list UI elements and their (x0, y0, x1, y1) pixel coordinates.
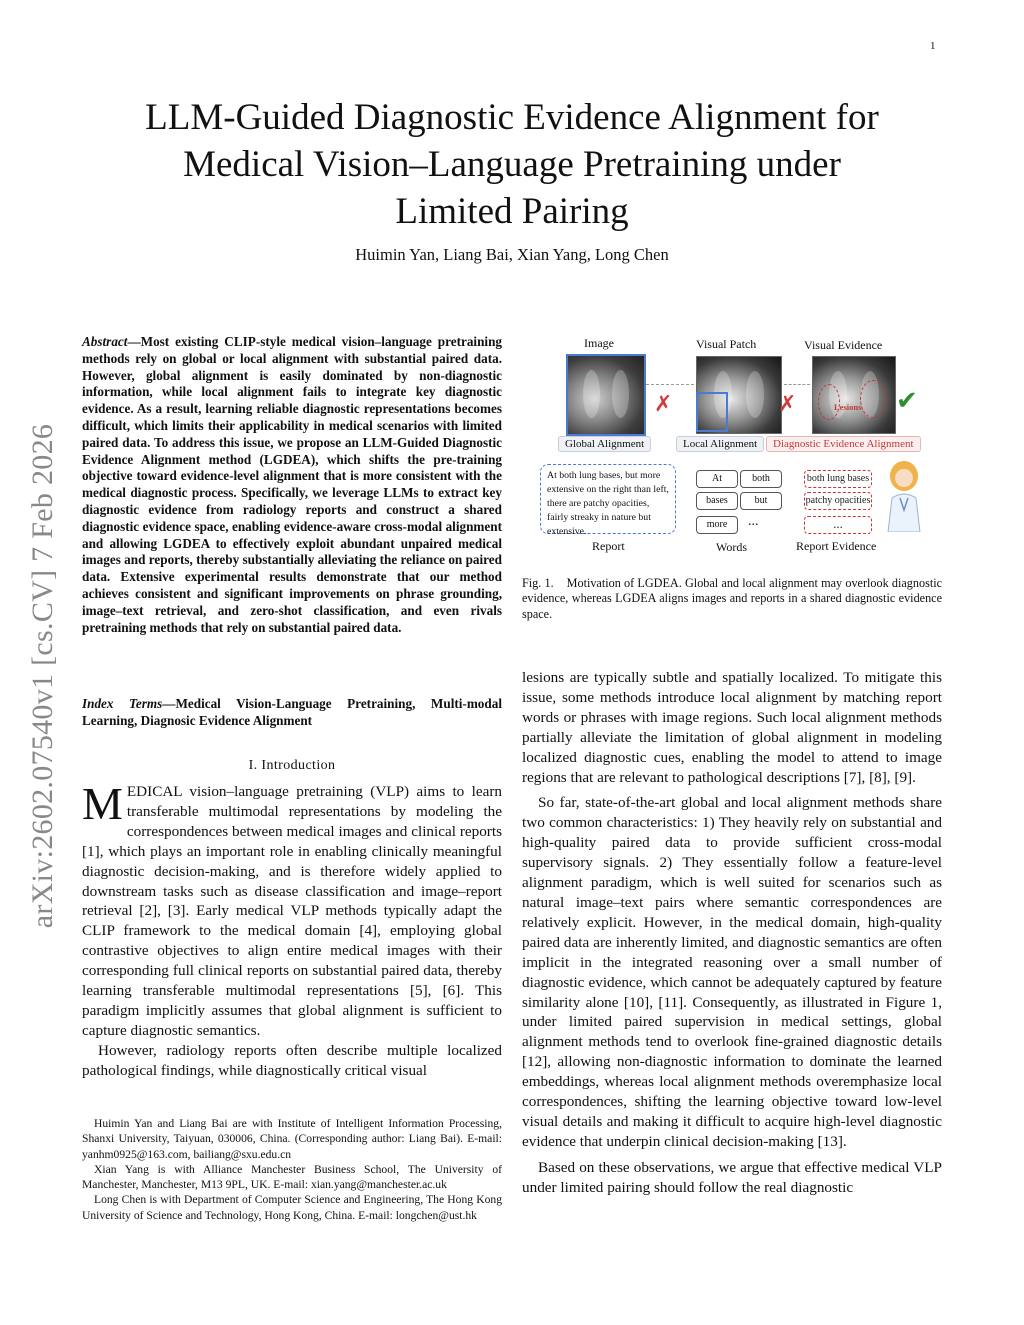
paper-title (60, 94, 964, 235)
arxiv-id: arXiv:2602.07540v1 [cs.CV] 7 Feb 2026 (26, 423, 59, 929)
evidence-phrase: patchy opacities (804, 492, 872, 510)
title-line: Limited Pairing (395, 191, 629, 232)
caption-label: Fig. 1. (522, 576, 554, 590)
word-token: bases (696, 492, 738, 510)
lesions-label: Lesions (834, 402, 862, 412)
word-token: more (696, 516, 738, 534)
index-terms (82, 696, 502, 730)
cross-icon: ✗ (778, 392, 797, 417)
index-terms-text: —Medical Vision-Language Pretraining, Multi-modal Learning, Diagnosic Evidence Alignment (82, 696, 502, 728)
intro-right-column (522, 668, 942, 1198)
title-line: Medical Vision–Language Pretraining under (183, 144, 841, 185)
evidence-alignment-label: Diagnostic Evidence Alignment (766, 436, 921, 452)
fig-label-image: Image (584, 336, 614, 350)
doctor-illustration (882, 458, 926, 532)
fig-label-report-evidence: Report Evidence (796, 539, 877, 553)
words-ellipsis: ... (748, 514, 759, 529)
xray-image (566, 354, 646, 436)
title-line: LLM-Guided Diagnostic Evidence Alignment for (145, 97, 879, 138)
authors: Huimin Yan, Liang Bai, Xian Yang, Long Chen (355, 245, 669, 264)
patch-highlight (696, 392, 728, 432)
figure-1 (522, 334, 942, 556)
check-icon: ✔ (896, 386, 918, 416)
local-alignment-label: Local Alignment (676, 436, 764, 452)
fig-label-words: Words (716, 540, 748, 554)
fig-label-report: Report (592, 539, 625, 553)
word-token: At (696, 470, 738, 488)
caption-text: Motivation of LGDEA. Global and local alignment may overlook diagnostic evidence, whereas LGDEA aligns images and reports in a shared diagnostic evidence space. (522, 576, 943, 621)
abstract-text: —Most existing CLIP-style medical vision–language pretraining methods rely on global or local alignment with substantial paired data. However, global alignment is easily dominated by non-diagnostic information, while local alignment fails to integrate key diagnostic evidence. As a result, learning reliable diagnostic representations becomes difficult, which limits their applicability in medical scenarios with limited paired data. To address this issue, we propose an LLM-Guided Diagnostic Evidence Alignment method (LGDEA), which shifts the pre-training objective toward evidence-level alignment that is more consistent with the medical diagnostic process. Specifically, we leverage LLMs to extract key diagnostic evidence from radiology reports and construct a shared diagnostic evidence space, enabling evidence-aware cross-modal alignment and allowing LGDEA to effectively exploit abundant unpaired medical images and reports, thereby substantially alleviating the reliance on paired data. Extensive experimental results demonstrate that our method achieves consistent and significant improvements on phrase grounding, image–text retrieval, and zero-shot classification, and even rivals pretraining methods that rely on substantial paired data. (82, 334, 502, 635)
intro-paragraph-2: However, radiology reports often describe multiple localized pathological findings, while diagnostically critical visual (82, 1041, 502, 1079)
drop-cap: M (82, 778, 123, 829)
intro-paragraph-4: Based on these observations, we argue that effective medical VLP under limited pairing should follow the real diagnostic (522, 1158, 942, 1196)
footnote: Long Chen is with Department of Computer Science and Engineering, The Hong Kong University of Science and Technology, Hong Kong, China. E-mail: longchen@ust.hk (82, 1193, 502, 1222)
arxiv-stamp (18, 376, 68, 976)
intro-paragraph-1 (82, 778, 502, 1041)
intro-paragraph-3: So far, state-of-the-art global and local alignment methods share two common characteristics: 1) They heavily rely on substantial and high-quality paired data to provide sufficient cross-modal supervisory signals. 2) They essentially follow a feature-level alignment paradigm, which is well suited for scenarios such as natural image–text pairs where semantic correspondences are relatively explicit. However, in the medical domain, high-quality paired data are inherently limited, and diagnostic semantics are often implicit in the integrated reasoning over a small number of diagnostic evidence, which cannot be adequately captured by feature similarity alone [10], [11]. Consequently, as illustrated in Figure 1, under limited paired supervision in medical settings, global alignment methods tend to overlook fine-grained diagnostic details [12], allowing non-diagnostic information to dominate the learned embeddings, whereas local alignment methods overemphasize local correspondences, shifting the learning objective toward low-level visual details and making it difficult to acquire high-level diagnostic evidence that underpin clinical decision-making [13]. (522, 794, 942, 1150)
footnotes (82, 1116, 502, 1223)
intro-p1-text: EDICAL vision–language pretraining (VLP) aims to learn transferable multimodal representations by modeling the correspondences between medical images and clinical reports [1], which plays an important role in enabling clinically meaningful diagnostic decision-making, and is therefore widely applied to downstream tasks such as disease classification and image–report retrieval [2], [3]. Early medical VLP methods typically adapt the CLIP framework to the medical domain [4], employing global contrastive objectives to align entire medical images with their corresponding full clinical reports on substantial paired data, thereby learning transferable multimodal representations [5], [6]. This paradigm implicitly assumes that global alignment is sufficient to capture diagnostic semantics. (82, 783, 502, 1039)
lesion-outline-right (860, 380, 886, 418)
fig-label-visual-evidence: Visual Evidence (804, 338, 883, 352)
intro-left-column (82, 778, 502, 1081)
arrow-image-to-patch (646, 384, 694, 385)
word-token: both (740, 470, 782, 488)
report-box: At both lung bases, but more extensive on the right than left, there are patchy opacities, fairly streaky in nature but extensive. (540, 464, 676, 534)
page-number: 1 (930, 40, 936, 52)
section-heading: I. Introduction (248, 758, 336, 773)
footnote: Xian Yang is with Alliance Manchester Business School, The University of Manchester, Manchester, M13 9PL, UK. E-mail: xian.yang@manchester.ac.uk (82, 1162, 502, 1192)
fig-label-visual-patch: Visual Patch (696, 337, 757, 351)
abstract (82, 334, 502, 636)
global-alignment-label: Global Alignment (558, 436, 651, 452)
cross-icon: ✗ (654, 392, 673, 417)
figure-caption (522, 576, 942, 622)
evidence-phrase: both lung bases (804, 470, 872, 488)
word-token: but (740, 492, 782, 510)
index-terms-label: Index Terms (82, 696, 163, 711)
arrow-patch-to-evidence (784, 384, 810, 385)
footnote: Huimin Yan and Liang Bai are with Institute of Intelligent Information Processing, Shanxi University, Taiyuan, 030006, China. (Corresponding author: Liang Bai). E-mail: yanhm0925@163.com, bailiang@sxu.edu.cn (82, 1117, 502, 1161)
evidence-ellipsis: ... (804, 516, 872, 534)
intro-paragraph-2-cont: lesions are typically subtle and spatially localized. To mitigate this issue, some methods introduce local alignment by matching report words or phrases with image regions. Such local alignment methods partially alleviate the limitation of global alignment in modeling localized diagnostic cues, enabling the model to attend to image regions that are relevant to pathological descriptions [7], [8], [9]. (522, 669, 942, 786)
abstract-label: Abstract (82, 334, 128, 349)
